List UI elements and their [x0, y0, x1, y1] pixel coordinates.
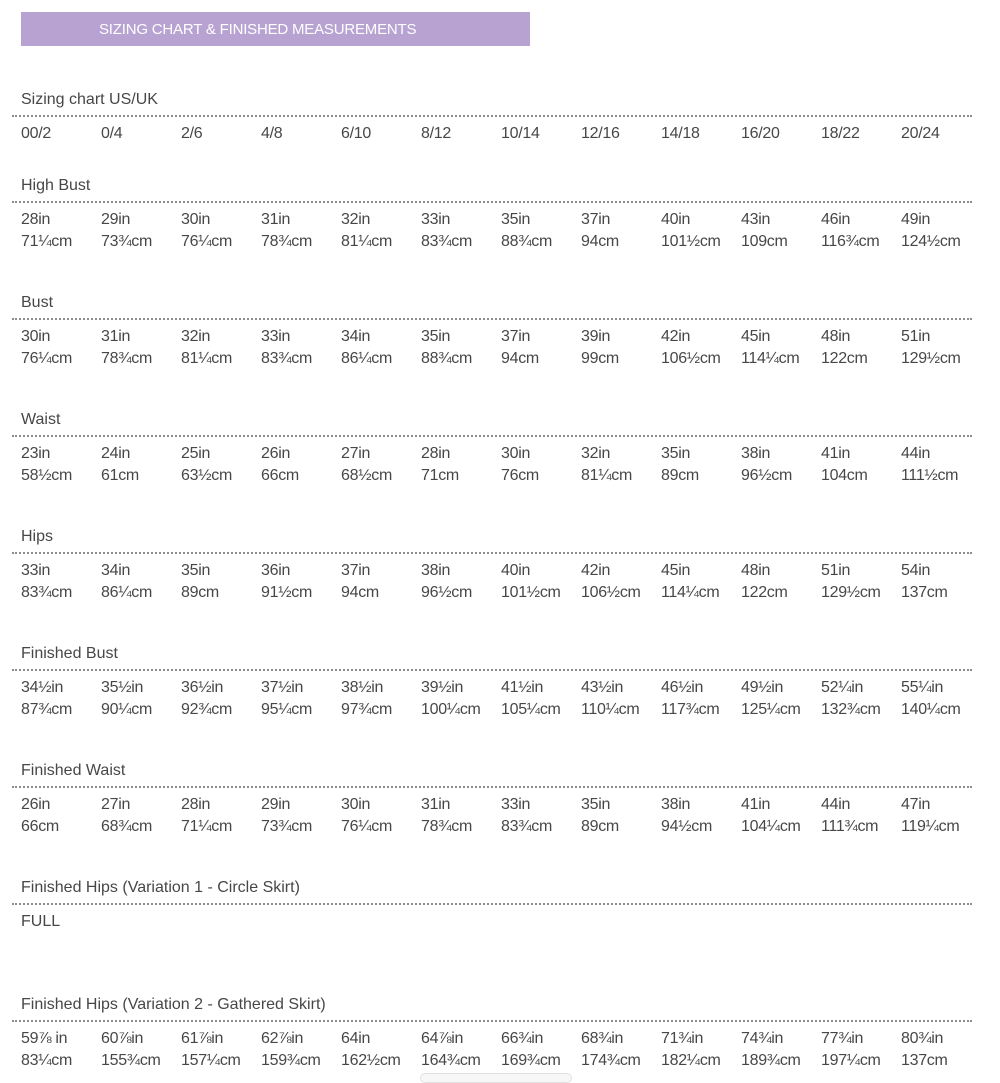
inches-cell: 25in [181, 445, 211, 462]
inches-row [0, 561, 1000, 583]
inches-cell: 49in [901, 211, 931, 228]
cm-cell: 94cm [341, 584, 379, 601]
size-cell: 00/2 [21, 125, 51, 142]
cm-cell: 95¼cm [261, 701, 312, 718]
cm-cell: 83¼cm [21, 1052, 72, 1069]
cm-cell: 114¼cm [661, 584, 720, 601]
cm-cell: 137cm [901, 584, 948, 601]
size-cell: 10/14 [501, 125, 540, 142]
cm-cell: 197¼cm [821, 1052, 881, 1069]
inches-cell: 30in [341, 796, 371, 813]
cm-cell: 106½cm [661, 350, 721, 367]
cm-cell: 182¼cm [661, 1052, 721, 1069]
inches-cell: 37in [581, 211, 611, 228]
cm-cell: 116¾cm [821, 233, 880, 250]
inches-cell: 35in [421, 328, 451, 345]
inches-cell: 35in [501, 211, 531, 228]
inches-cell: 77¾in [821, 1030, 864, 1047]
cm-cell: 78¾cm [421, 818, 472, 835]
inches-cell: 23in [21, 445, 51, 462]
inches-cell: 33in [21, 562, 51, 579]
cm-cell: 91½cm [261, 584, 312, 601]
inches-cell: 33in [261, 328, 291, 345]
cm-cell: 117¾cm [661, 701, 720, 718]
size-cell: 0/4 [101, 125, 123, 142]
cm-row [0, 583, 1000, 605]
size-row [0, 124, 1000, 146]
inches-cell: 41in [741, 796, 771, 813]
cm-cell: 61cm [101, 467, 139, 484]
inches-cell: 27in [101, 796, 131, 813]
inches-cell: 49½in [741, 679, 784, 696]
inches-cell: 32in [341, 211, 371, 228]
cm-cell: 110¼cm [581, 701, 640, 718]
inches-cell: 31in [101, 328, 131, 345]
section-label: Finished Bust [21, 645, 118, 662]
inches-cell: 60⅞in [101, 1030, 144, 1047]
inches-cell: 34in [101, 562, 131, 579]
cm-cell: 97¾cm [341, 701, 392, 718]
inches-cell: 48in [741, 562, 771, 579]
dotted-divider [12, 201, 972, 203]
inches-cell: 38in [661, 796, 691, 813]
cm-cell: 58½cm [21, 467, 72, 484]
cm-cell: 155¾cm [101, 1052, 161, 1069]
partial-tab-edge [420, 1073, 572, 1083]
inches-cell: 31in [421, 796, 451, 813]
inches-row [0, 444, 1000, 466]
inches-cell: 68¾in [581, 1030, 624, 1047]
cm-cell: 94½cm [661, 818, 712, 835]
cm-cell: 119¼cm [901, 818, 960, 835]
inches-cell: 59⅞ in [21, 1030, 68, 1047]
inches-cell: 35in [661, 445, 691, 462]
cm-cell: 66cm [261, 467, 299, 484]
inches-cell: 38½in [341, 679, 384, 696]
cm-cell: 109cm [741, 233, 788, 250]
cm-cell: 76¼cm [181, 233, 232, 250]
inches-cell: 42in [661, 328, 691, 345]
inches-cell: 33in [501, 796, 531, 813]
dotted-divider [12, 552, 972, 554]
cm-cell: 86¼cm [341, 350, 392, 367]
inches-cell: 55¼in [901, 679, 944, 696]
section-label: High Bust [21, 177, 91, 194]
cm-row [0, 232, 1000, 254]
inches-cell: 37in [501, 328, 531, 345]
inches-row [0, 678, 1000, 700]
inches-cell: 45in [661, 562, 691, 579]
cm-cell: 104¼cm [741, 818, 801, 835]
cm-cell: 162½cm [341, 1052, 401, 1069]
cm-cell: 124½cm [901, 233, 961, 250]
inches-cell: 32in [581, 445, 611, 462]
inches-cell: 47in [901, 796, 931, 813]
inches-cell: 35½in [101, 679, 144, 696]
inches-cell: 51in [821, 562, 851, 579]
cm-cell: 71¼cm [181, 818, 232, 835]
cm-cell: 105¼cm [501, 701, 561, 718]
cm-cell: 94cm [581, 233, 619, 250]
inches-cell: 51in [901, 328, 931, 345]
inches-cell: 36½in [181, 679, 224, 696]
cm-cell: 111½cm [901, 467, 959, 484]
inches-cell: 34in [341, 328, 371, 345]
cm-cell: 125¼cm [741, 701, 801, 718]
inches-cell: 38in [741, 445, 771, 462]
inches-row [0, 795, 1000, 817]
inches-cell: 34½in [21, 679, 64, 696]
cm-cell: 86¼cm [101, 584, 152, 601]
inches-cell: 24in [101, 445, 131, 462]
inches-cell: 41in [821, 445, 851, 462]
inches-row [0, 210, 1000, 232]
cm-row [0, 700, 1000, 722]
cm-cell: 94cm [501, 350, 539, 367]
inches-cell: 64⅞in [421, 1030, 464, 1047]
inches-cell: 52¼in [821, 679, 864, 696]
inches-cell: 26in [261, 445, 291, 462]
inches-cell: 27in [341, 445, 371, 462]
full-note: FULL [21, 913, 61, 930]
dotted-divider [12, 669, 972, 671]
cm-cell: 164¾cm [421, 1052, 481, 1069]
size-cell: 16/20 [741, 125, 780, 142]
inches-cell: 39½in [421, 679, 464, 696]
cm-cell: 89cm [661, 467, 699, 484]
inches-cell: 30in [181, 211, 211, 228]
inches-row [0, 1029, 1000, 1051]
cm-cell: 104cm [821, 467, 868, 484]
size-cell: 14/18 [661, 125, 700, 142]
inches-row [0, 327, 1000, 349]
cm-cell: 81¼cm [341, 233, 392, 250]
cm-cell: 129½cm [821, 584, 881, 601]
inches-cell: 28in [421, 445, 451, 462]
cm-cell: 83¾cm [501, 818, 552, 835]
inches-cell: 26in [21, 796, 51, 813]
section-label: Finished Waist [21, 762, 126, 779]
inches-cell: 32in [181, 328, 211, 345]
inches-cell: 31in [261, 211, 291, 228]
cm-cell: 96½cm [421, 584, 472, 601]
inches-cell: 36in [261, 562, 291, 579]
inches-cell: 44in [821, 796, 851, 813]
cm-cell: 76cm [501, 467, 539, 484]
inches-cell: 40in [501, 562, 531, 579]
cm-cell: 114¼cm [741, 350, 800, 367]
inches-cell: 44in [901, 445, 931, 462]
size-cell: 6/10 [341, 125, 371, 142]
cm-cell: 88¾cm [501, 233, 552, 250]
inches-cell: 30in [21, 328, 51, 345]
cm-cell: 78¾cm [261, 233, 312, 250]
cm-cell: 83¾cm [421, 233, 472, 250]
cm-cell: 122cm [821, 350, 868, 367]
cm-row [0, 466, 1000, 488]
dotted-divider [12, 435, 972, 437]
cm-cell: 169¾cm [501, 1052, 561, 1069]
section-label: Hips [21, 528, 54, 545]
cm-cell: 111¾cm [821, 818, 879, 835]
banner-title: SIZING CHART & FINISHED MEASUREMENTS [99, 20, 417, 38]
inches-cell: 28in [181, 796, 211, 813]
dotted-divider [12, 318, 972, 320]
size-cell: 8/12 [421, 125, 451, 142]
cm-cell: 122cm [741, 584, 788, 601]
inches-cell: 45in [741, 328, 771, 345]
inches-cell: 37½in [261, 679, 304, 696]
dotted-divider [12, 1020, 972, 1022]
cm-row [0, 1051, 1000, 1073]
cm-cell: 76¼cm [341, 818, 392, 835]
inches-cell: 66¾in [501, 1030, 544, 1047]
inches-cell: 64in [341, 1030, 371, 1047]
cm-cell: 174¾cm [581, 1052, 641, 1069]
cm-cell: 132¾cm [821, 701, 881, 718]
dotted-divider [12, 903, 972, 905]
inches-cell: 62⅞in [261, 1030, 304, 1047]
cm-cell: 83¾cm [21, 584, 72, 601]
size-cell: 20/24 [901, 125, 940, 142]
inches-cell: 42in [581, 562, 611, 579]
cm-cell: 96½cm [741, 467, 792, 484]
cm-cell: 73¾cm [101, 233, 152, 250]
cm-cell: 76¼cm [21, 350, 72, 367]
dotted-divider [12, 786, 972, 788]
cm-row [0, 817, 1000, 839]
inches-cell: 46in [821, 211, 851, 228]
inches-cell: 43½in [581, 679, 624, 696]
cm-cell: 68¾cm [101, 818, 152, 835]
inches-cell: 43in [741, 211, 771, 228]
inches-cell: 40in [661, 211, 691, 228]
cm-cell: 137cm [901, 1052, 948, 1069]
cm-cell: 71¼cm [21, 233, 72, 250]
cm-cell: 99cm [581, 350, 619, 367]
cm-cell: 78¾cm [101, 350, 152, 367]
inches-cell: 71¾in [661, 1030, 704, 1047]
cm-cell: 100¼cm [421, 701, 481, 718]
cm-cell: 92¾cm [181, 701, 232, 718]
cm-cell: 66cm [21, 818, 59, 835]
inches-cell: 29in [101, 211, 131, 228]
inches-cell: 37in [341, 562, 371, 579]
cm-cell: 101½cm [661, 233, 721, 250]
inches-cell: 80¾in [901, 1030, 944, 1047]
inches-cell: 54in [901, 562, 931, 579]
cm-cell: 81¼cm [581, 467, 632, 484]
section-label: Bust [21, 294, 54, 311]
size-cell: 4/8 [261, 125, 283, 142]
section-label: Finished Hips (Variation 2 - Gathered Skirt) [21, 996, 326, 1013]
cm-cell: 81¼cm [181, 350, 232, 367]
cm-cell: 157¼cm [181, 1052, 241, 1069]
inches-cell: 39in [581, 328, 611, 345]
inches-cell: 33in [421, 211, 451, 228]
inches-cell: 41½in [501, 679, 544, 696]
inches-cell: 30in [501, 445, 531, 462]
inches-cell: 29in [261, 796, 291, 813]
cm-cell: 159¾cm [261, 1052, 321, 1069]
size-cell: 18/22 [821, 125, 860, 142]
inches-cell: 38in [421, 562, 451, 579]
cm-cell: 68½cm [341, 467, 392, 484]
cm-cell: 90¼cm [101, 701, 152, 718]
size-cell: 2/6 [181, 125, 203, 142]
cm-cell: 106½cm [581, 584, 641, 601]
inches-cell: 35in [181, 562, 211, 579]
cm-cell: 73¾cm [261, 818, 312, 835]
section-label: Sizing chart US/UK [21, 91, 158, 108]
cm-cell: 129½cm [901, 350, 961, 367]
cm-cell: 83¾cm [261, 350, 312, 367]
cm-cell: 63½cm [181, 467, 232, 484]
section-label: Finished Hips (Variation 1 - Circle Skirt) [21, 879, 300, 896]
cm-cell: 88¾cm [421, 350, 472, 367]
cm-cell: 101½cm [501, 584, 561, 601]
cm-cell: 71cm [421, 467, 459, 484]
inches-cell: 46½in [661, 679, 704, 696]
dotted-divider [12, 115, 972, 117]
cm-cell: 87¾cm [21, 701, 72, 718]
cm-cell: 189¾cm [741, 1052, 801, 1069]
size-cell: 12/16 [581, 125, 620, 142]
inches-cell: 74¾in [741, 1030, 784, 1047]
inches-cell: 48in [821, 328, 851, 345]
cm-cell: 89cm [581, 818, 619, 835]
cm-cell: 140¼cm [901, 701, 961, 718]
inches-cell: 61⅞in [181, 1030, 224, 1047]
section-label: Waist [21, 411, 61, 428]
cm-cell: 89cm [181, 584, 219, 601]
inches-cell: 28in [21, 211, 51, 228]
inches-cell: 35in [581, 796, 611, 813]
cm-row [0, 349, 1000, 371]
